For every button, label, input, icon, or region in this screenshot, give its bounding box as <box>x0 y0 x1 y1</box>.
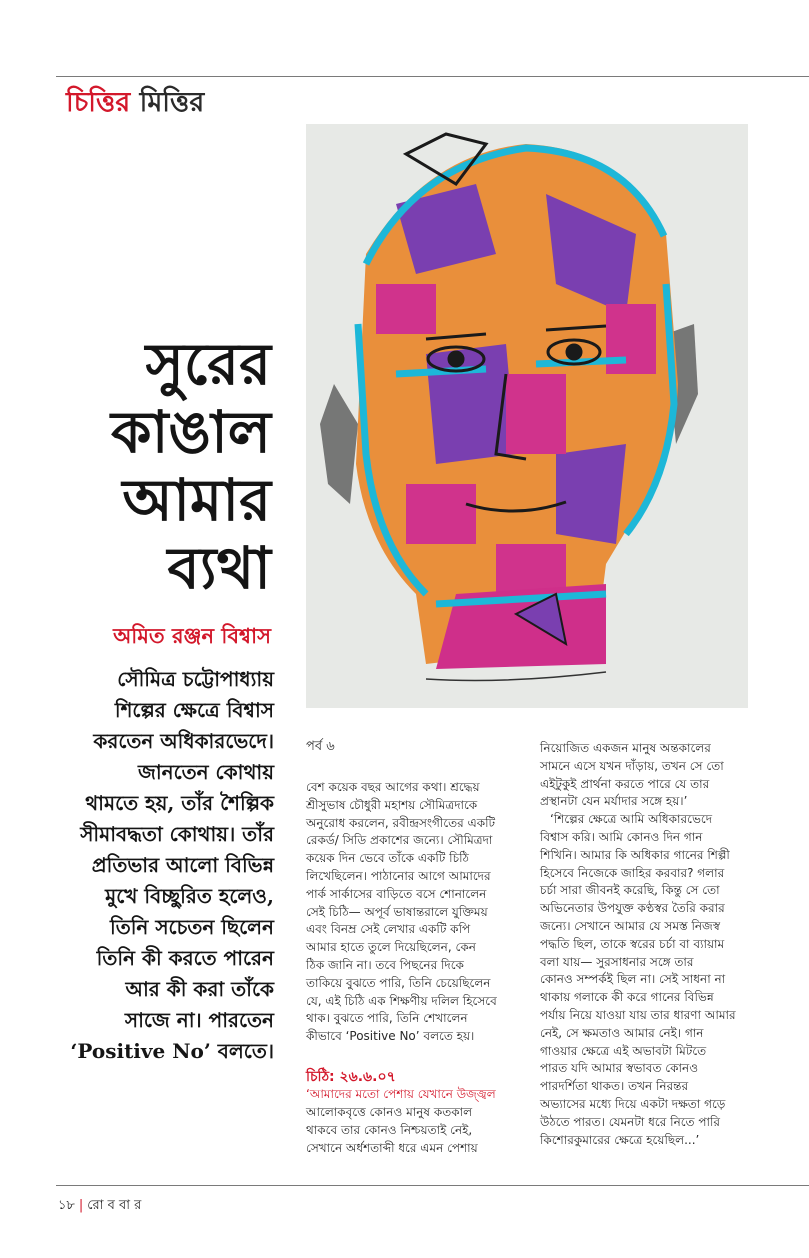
body-line: আমার হাতে তুলে দিয়েছিলেন, কেন <box>306 940 476 955</box>
body-line: নেই, সে ক্ষমতাও আমার নেই। গান <box>540 1025 704 1040</box>
body-line: কয়েক দিন ভেবে তাঁকে একটি চিঠি <box>306 851 469 866</box>
intro-line: আর কী করা তাঁকে <box>125 977 274 1001</box>
intro-line: শিল্পের ক্ষেত্রে বিশ্বাস <box>114 698 274 722</box>
body-line: সামনে এসে যখন দাঁড়ায়, তখন সে তো <box>540 758 724 773</box>
intro-line: প্রতিভার আলো বিভিন্ন <box>91 853 274 877</box>
body-line: কীভাবে ‘Positive No’ বলতে হয়। <box>306 1029 475 1044</box>
intro-line: জানতেন কোথায় <box>137 760 274 784</box>
body-line: আলোকবৃত্তে কোনও মানুষ কতকাল <box>306 1105 473 1119</box>
intro-line: থামতে হয়, তাঁর শৈল্পিক <box>85 791 274 815</box>
body-column-left <box>306 779 524 1046</box>
section-label-red: চিত্তির <box>66 87 131 118</box>
body-line: রেকর্ড/ সিডি প্রকাশের জন্যে। সৌমিত্রদা <box>306 833 493 848</box>
portrait-drawing <box>306 124 748 708</box>
body-line: ‘শিল্পের ক্ষেত্রে আমি অধিকারভেদে <box>550 812 713 827</box>
body-line: যে, এই চিঠি এক শিক্ষণীয় দলিল হিসেবে <box>306 993 497 1008</box>
intro-line: সীমাবদ্ধতা কোথায়। তাঁর <box>80 822 274 846</box>
body-line: সেখানে অর্ধশতাব্দী ধরে এমন পেশায় <box>306 1140 478 1155</box>
top-rule <box>56 76 809 77</box>
body-line: থাক। বুঝতে পারি, তিনি শেখালেন <box>306 1011 468 1026</box>
body-line: তাকিয়ে বুঝতে পারি, তিনি চেয়েছিলেন <box>306 975 491 990</box>
body-line: অভিনেতার উপযুক্ত কণ্ঠস্বর তৈরি করার <box>540 901 725 916</box>
body-line: প্রস্থানটা যেন মর্যাদার সঙ্গে হয়।’ <box>540 794 688 809</box>
body-line: জন্যে। সেখানে আমার যে সমস্ত নিজস্ব <box>540 918 721 933</box>
letter-heading: চিঠি: ২৬.৬.০৭ <box>306 1069 396 1085</box>
body-line: পর্যায় নিয়ে যাওয়া যায় তার ধারণা আমার <box>540 1007 736 1022</box>
intro-line: সাজে না। পারতেন <box>124 1008 274 1032</box>
body-line: থাকায় গলাকে কী করে গানের বিভিন্ন <box>540 990 714 1005</box>
intro-line: তিনি সচেতন ছিলেন <box>109 915 274 939</box>
intro-line: করতেন অধিকারভেদে। <box>93 729 274 753</box>
body-line: বেশ কয়েক বছর আগের কথা। শ্রদ্ধেয় <box>306 780 480 794</box>
body-line: এবং বিনম্র সেই লেখার একটি কপি <box>306 922 471 937</box>
intro-standfirst <box>40 664 274 1067</box>
section-label-dark: মিত্তির <box>139 87 205 118</box>
body-line: গাওয়ার ক্ষেত্রে এই অভাবটা মিটতে <box>540 1043 707 1058</box>
headline-line: কাঙাল <box>111 398 271 466</box>
body-line: শ্রীসুভাষ চৌধুরী মহাশয় সৌমিত্রদাকে <box>306 797 478 812</box>
body-line: ঠিক জানি না। তবে পিছনের দিকে <box>306 957 464 972</box>
episode-label: পর্ব ৬ <box>306 739 335 754</box>
body-line: হিসেবে নিজেকে জাহির করবার? গলার <box>540 865 725 880</box>
body-line: এইটুকুই প্রার্থনা করতে পারে যে তার <box>540 776 710 791</box>
body-line: পারদর্শিতা থাকত। তখন নিরন্তর <box>540 1079 689 1094</box>
body-line: নিয়োজিত একজন মানুষ অন্তকালের <box>540 741 711 755</box>
page-number: ১৮ <box>58 1198 75 1213</box>
letter-body <box>306 1104 524 1157</box>
letter-quote-opening: ‘আমাদের মতো পেশায় যেখানে উজ্জ্বল <box>306 1087 496 1101</box>
author-byline: অমিত রঞ্জন বিশ্বাস <box>113 624 271 648</box>
page-folio <box>58 1196 141 1217</box>
publication-name: রো ব বা র <box>87 1198 142 1213</box>
body-line: পদ্ধতি ছিল, তাকে স্বরের চর্চা বা ব্যায়াম <box>540 936 725 951</box>
body-line: উঠতে পারত। যেমনটা ধরে নিতে পারি <box>540 1114 721 1129</box>
body-line: চর্চা সারা জীবনই করেছি, কিন্তু সে তো <box>540 883 720 898</box>
body-line: কিশোরকুমারের ক্ষেত্রে হয়েছিল...’ <box>540 1132 700 1147</box>
section-label <box>66 82 204 127</box>
body-column-right <box>540 740 760 1149</box>
body-line: থাকবে তার কোনও নিশ্চয়তাই নেই, <box>306 1122 473 1137</box>
intro-line: সৌমিত্র চট্টোপাধ্যায় <box>117 667 274 691</box>
body-line: পার্ক সার্কাসের বাড়িতে বসে শোনালেন <box>306 886 487 901</box>
headline <box>21 330 271 602</box>
headline-line: সুরের <box>145 330 271 398</box>
body-line: অনুরোধ করলেন, রবীন্দ্রসংগীতের একটি <box>306 815 496 830</box>
portrait-illustration <box>306 124 748 708</box>
body-line: পারত যদি আমার স্বভাবত কোনও <box>540 1061 699 1076</box>
headline-line: আমার <box>122 466 271 534</box>
intro-line: তিনি কী করতে পারেন <box>96 946 274 970</box>
body-line: সেই চিঠি— অপূর্ব ভাষান্তরালে যুক্তিময় <box>306 904 488 919</box>
intro-line: ‘Positive No’ বলতে। <box>70 1039 274 1063</box>
headline-line: ব্যথা <box>167 534 271 602</box>
body-line: বলা যায়— সুরসাধনার সঙ্গে তার <box>540 954 694 969</box>
bottom-rule <box>56 1185 809 1186</box>
body-line: লিখেছিলেন। পাঠানোর আগে আমাদের <box>306 868 491 883</box>
body-line: কোনও সম্পর্কই ছিল না। সেই সাধনা না <box>540 972 726 987</box>
body-line: অভ্যাসের মধ্যে দিয়ে একটা দক্ষতা গড়ে <box>540 1096 726 1111</box>
folio-separator: | <box>78 1198 84 1213</box>
intro-line: মুখে বিচ্ছুরিত হলেও, <box>105 884 274 908</box>
body-line: বিশ্বাস করি। আমি কোনও দিন গান <box>540 829 703 844</box>
body-line: শিখিনি। আমার কি অধিকার গানের শিল্পী <box>540 847 730 862</box>
